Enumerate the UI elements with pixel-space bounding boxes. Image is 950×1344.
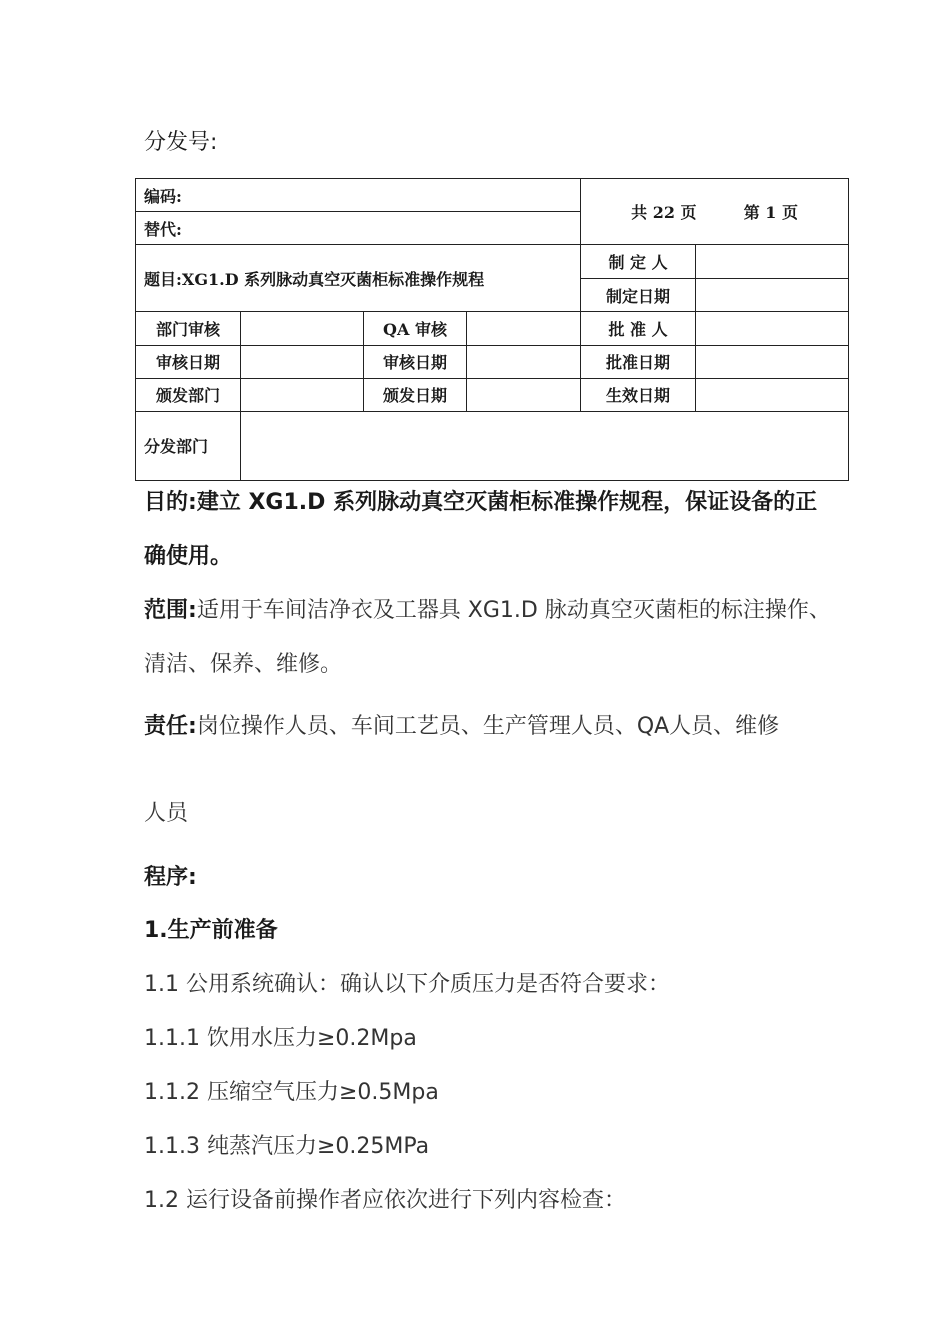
review-date-label-2: 审核日期 xyxy=(364,345,467,378)
scope-line-1 xyxy=(144,593,831,624)
issue-date-value xyxy=(467,378,581,411)
made-by-value xyxy=(696,245,849,279)
responsibility-text-2: 人员 xyxy=(144,801,189,826)
effective-date-label: 生效日期 xyxy=(581,378,696,411)
item-1-1-1: 1.1.1 饮用水压力≥0.2Mpa xyxy=(144,1026,417,1051)
section-1-title-text: 1.生产前准备 xyxy=(144,918,278,943)
scope-text-1: 适用于车间洁净衣及工器具 XG1.D 脉动真空灭菌柜的标注操作、 xyxy=(196,598,831,623)
issue-date-label: 颁发日期 xyxy=(364,378,467,411)
scope-label: 范围: xyxy=(144,598,197,623)
made-date-value xyxy=(696,279,849,312)
purpose-text-1: 建立 XG1.D 系列脉动真空灭菌柜标准操作规程，保证设备的正 xyxy=(196,490,818,515)
approve-date-label: 批准日期 xyxy=(581,345,696,378)
responsibility-line-1 xyxy=(144,709,779,740)
procedure-label-text: 程序: xyxy=(144,865,197,890)
item-1-2: 1.2 运行设备前操作者应依次进行下列内容检查： xyxy=(144,1188,626,1213)
approver-label: 批 准 人 xyxy=(581,312,696,345)
code-label: 编码: xyxy=(136,179,581,212)
pages-current: 第 1 页 xyxy=(743,203,798,223)
effective-date-value xyxy=(696,378,849,411)
document-title: 题目:XG1.D 系列脉动真空灭菌柜标准操作规程 xyxy=(136,245,581,312)
procedure-label xyxy=(144,860,197,891)
qa-review-label: QA 审核 xyxy=(364,312,467,345)
issue-dept-value xyxy=(241,378,364,411)
dept-review-label: 部门审核 xyxy=(136,312,241,345)
item-1-1: 1.1 公用系统确认：确认以下介质压力是否符合要求： xyxy=(144,972,670,997)
purpose-text-2: 确使用。 xyxy=(144,544,233,569)
scope-line-2 xyxy=(144,647,342,678)
page-count-cell xyxy=(581,179,849,245)
qa-review-value xyxy=(467,312,581,345)
responsibility-text-1: 岗位操作人员、车间工艺员、生产管理人员、QA人员、维修 xyxy=(196,714,780,739)
dept-review-value xyxy=(241,312,364,345)
replace-label: 替代: xyxy=(136,212,581,245)
responsibility-line-2 xyxy=(144,796,188,827)
issue-dept-label: 颁发部门 xyxy=(136,378,241,411)
distribution-number-label: 分发号: xyxy=(144,130,218,155)
item-1-1-3: 1.1.3 纯蒸汽压力≥0.25MPa xyxy=(144,1134,430,1159)
section-1-title xyxy=(144,913,278,944)
made-by-label: 制 定 人 xyxy=(581,245,696,279)
review-date-value xyxy=(241,345,364,378)
dist-dept-label: 分发部门 xyxy=(136,411,241,480)
purpose-line-2 xyxy=(144,539,232,570)
dist-dept-value xyxy=(241,411,849,480)
item-1-1-2: 1.1.2 压缩空气压力≥0.5Mpa xyxy=(144,1080,439,1105)
approve-date-value xyxy=(696,345,849,378)
review-date-value-2 xyxy=(467,345,581,378)
approver-value xyxy=(696,312,849,345)
document-header-table xyxy=(135,178,849,481)
pages-total: 共 22 页 xyxy=(631,203,697,223)
made-date-label: 制定日期 xyxy=(581,279,696,312)
purpose-label: 目的: xyxy=(144,490,197,515)
scope-text-2: 清洁、保养、维修。 xyxy=(144,652,343,677)
purpose-line-1 xyxy=(144,485,817,516)
review-date-label: 审核日期 xyxy=(136,345,241,378)
responsibility-label: 责任: xyxy=(144,714,197,739)
